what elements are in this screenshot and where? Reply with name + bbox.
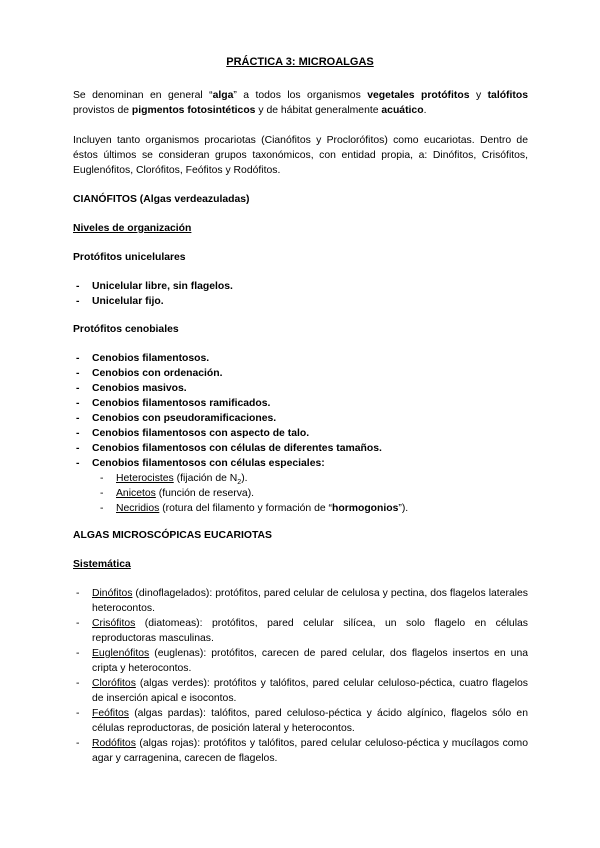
text: y — [469, 90, 488, 101]
page-title: PRÁCTICA 3: MICROALGAS — [226, 56, 374, 68]
list-item: - Cenobios filamentosos. — [76, 353, 210, 364]
bold-term-vegetales: vegetales protófitos — [367, 90, 470, 101]
list-item: - Cenobios con ordenación. — [76, 368, 223, 379]
text: provistos de — [73, 105, 132, 116]
intro-paragraph-2: Incluyen tanto organismos procariotas (Cianófitos y Proclorófitos) como eucariotas. Dentro de éstos últimos se consideran grupos taxonómicos, con entidad propia, a: Dinófitos, Crisófitos, Euglenófitos, Clorófitos, Feófitos y Rodófitos. — [73, 135, 528, 176]
text: . — [423, 105, 427, 116]
list-item: - Unicelular libre, sin flagelos. — [76, 281, 233, 292]
special-cells-sublist — [73, 471, 528, 516]
list-item: - Cenobios filamentosos con aspecto de talo. — [76, 428, 310, 439]
list-item-rodofitos: - Rodófitos (algas rojas): protófitos y talófitos, pared celular celuloso-péctica y mucílagos como agar y carragenina, carecen de flagelos. — [76, 738, 528, 764]
niveles-heading: Niveles de organización — [73, 223, 192, 234]
sistematica-heading: Sistemática — [73, 559, 131, 570]
sublist-item-anicetos: - Anicetos (función de reserva). — [100, 488, 255, 499]
list-item-clorofitos: - Clorófitos (algas verdes): protófitos y talófitos, pared celular celuloso-péctica, cuatro flagelos de inserción apical e isocontos. — [76, 678, 528, 704]
groups-list — [73, 586, 528, 766]
text: ” a todos los organismos — [233, 90, 368, 101]
text: Se denominan en general “ — [73, 90, 213, 101]
protofitos-unicelulares-heading: Protófitos unicelulares — [73, 252, 186, 263]
list-item: - Cenobios filamentosos con células especiales: — [76, 458, 325, 469]
eucariotas-heading: ALGAS MICROSCÓPICAS EUCARIOTAS — [73, 530, 272, 541]
list-item: - Cenobios con pseudoramificaciones. — [76, 413, 277, 424]
list-item: - Cenobios filamentosos con células de diferentes tamaños. — [76, 443, 382, 454]
sublist-item-heterocistes: - Heterocistes (fijación de $N_2$). — [100, 473, 248, 487]
cianofitos-heading: CIANÓFITOS (Algas verdeazuladas) — [73, 194, 250, 205]
list-item: - Cenobios filamentosos ramificados. — [76, 398, 271, 409]
cenobios-list — [73, 351, 528, 471]
list-item-crisofitos: - Crisófitos (diatomeas): protófitos, pared celular silícea, un solo flagelo en células reproductoras masculinas. — [76, 618, 528, 644]
bold-term-pigmentos: pigmentos fotosintéticos — [131, 105, 256, 116]
protofitos-cenobiales-heading: Protófitos cenobiales — [73, 324, 179, 335]
bold-term-acuatico: acuático — [381, 105, 424, 116]
list-item: - Cenobios masivos. — [76, 383, 187, 394]
bold-term-talofitos: talófitos — [487, 90, 528, 101]
text: y de hábitat generalmente — [255, 105, 382, 116]
list-item: - Unicelular fijo. — [76, 296, 164, 307]
list-item-dinofitos: - Dinófitos (dinoflagelados): protófitos, pared celular de celulosa y pectina, dos flagelos laterales heterocontos. — [76, 588, 528, 614]
intro-paragraph-1 — [73, 88, 528, 118]
list-item-euglenofitos: - Euglenófitos (euglenas): protófitos, carecen de pared celular, dos flagelos insertos en una cripta y heterocontos. — [76, 648, 528, 674]
list-item-feofitos: - Feófitos (algas pardas): talófitos, pared celuloso-péctica y ácido algínico, flagelos sólo en células reproductoras, de posición lateral y heterocontos. — [76, 708, 528, 734]
sublist-item-necridios: - Necridios (rotura del filamento y formación de “hormogonios”). — [100, 503, 409, 514]
bold-term-alga: alga — [212, 90, 234, 101]
unicelular-list — [73, 279, 528, 309]
